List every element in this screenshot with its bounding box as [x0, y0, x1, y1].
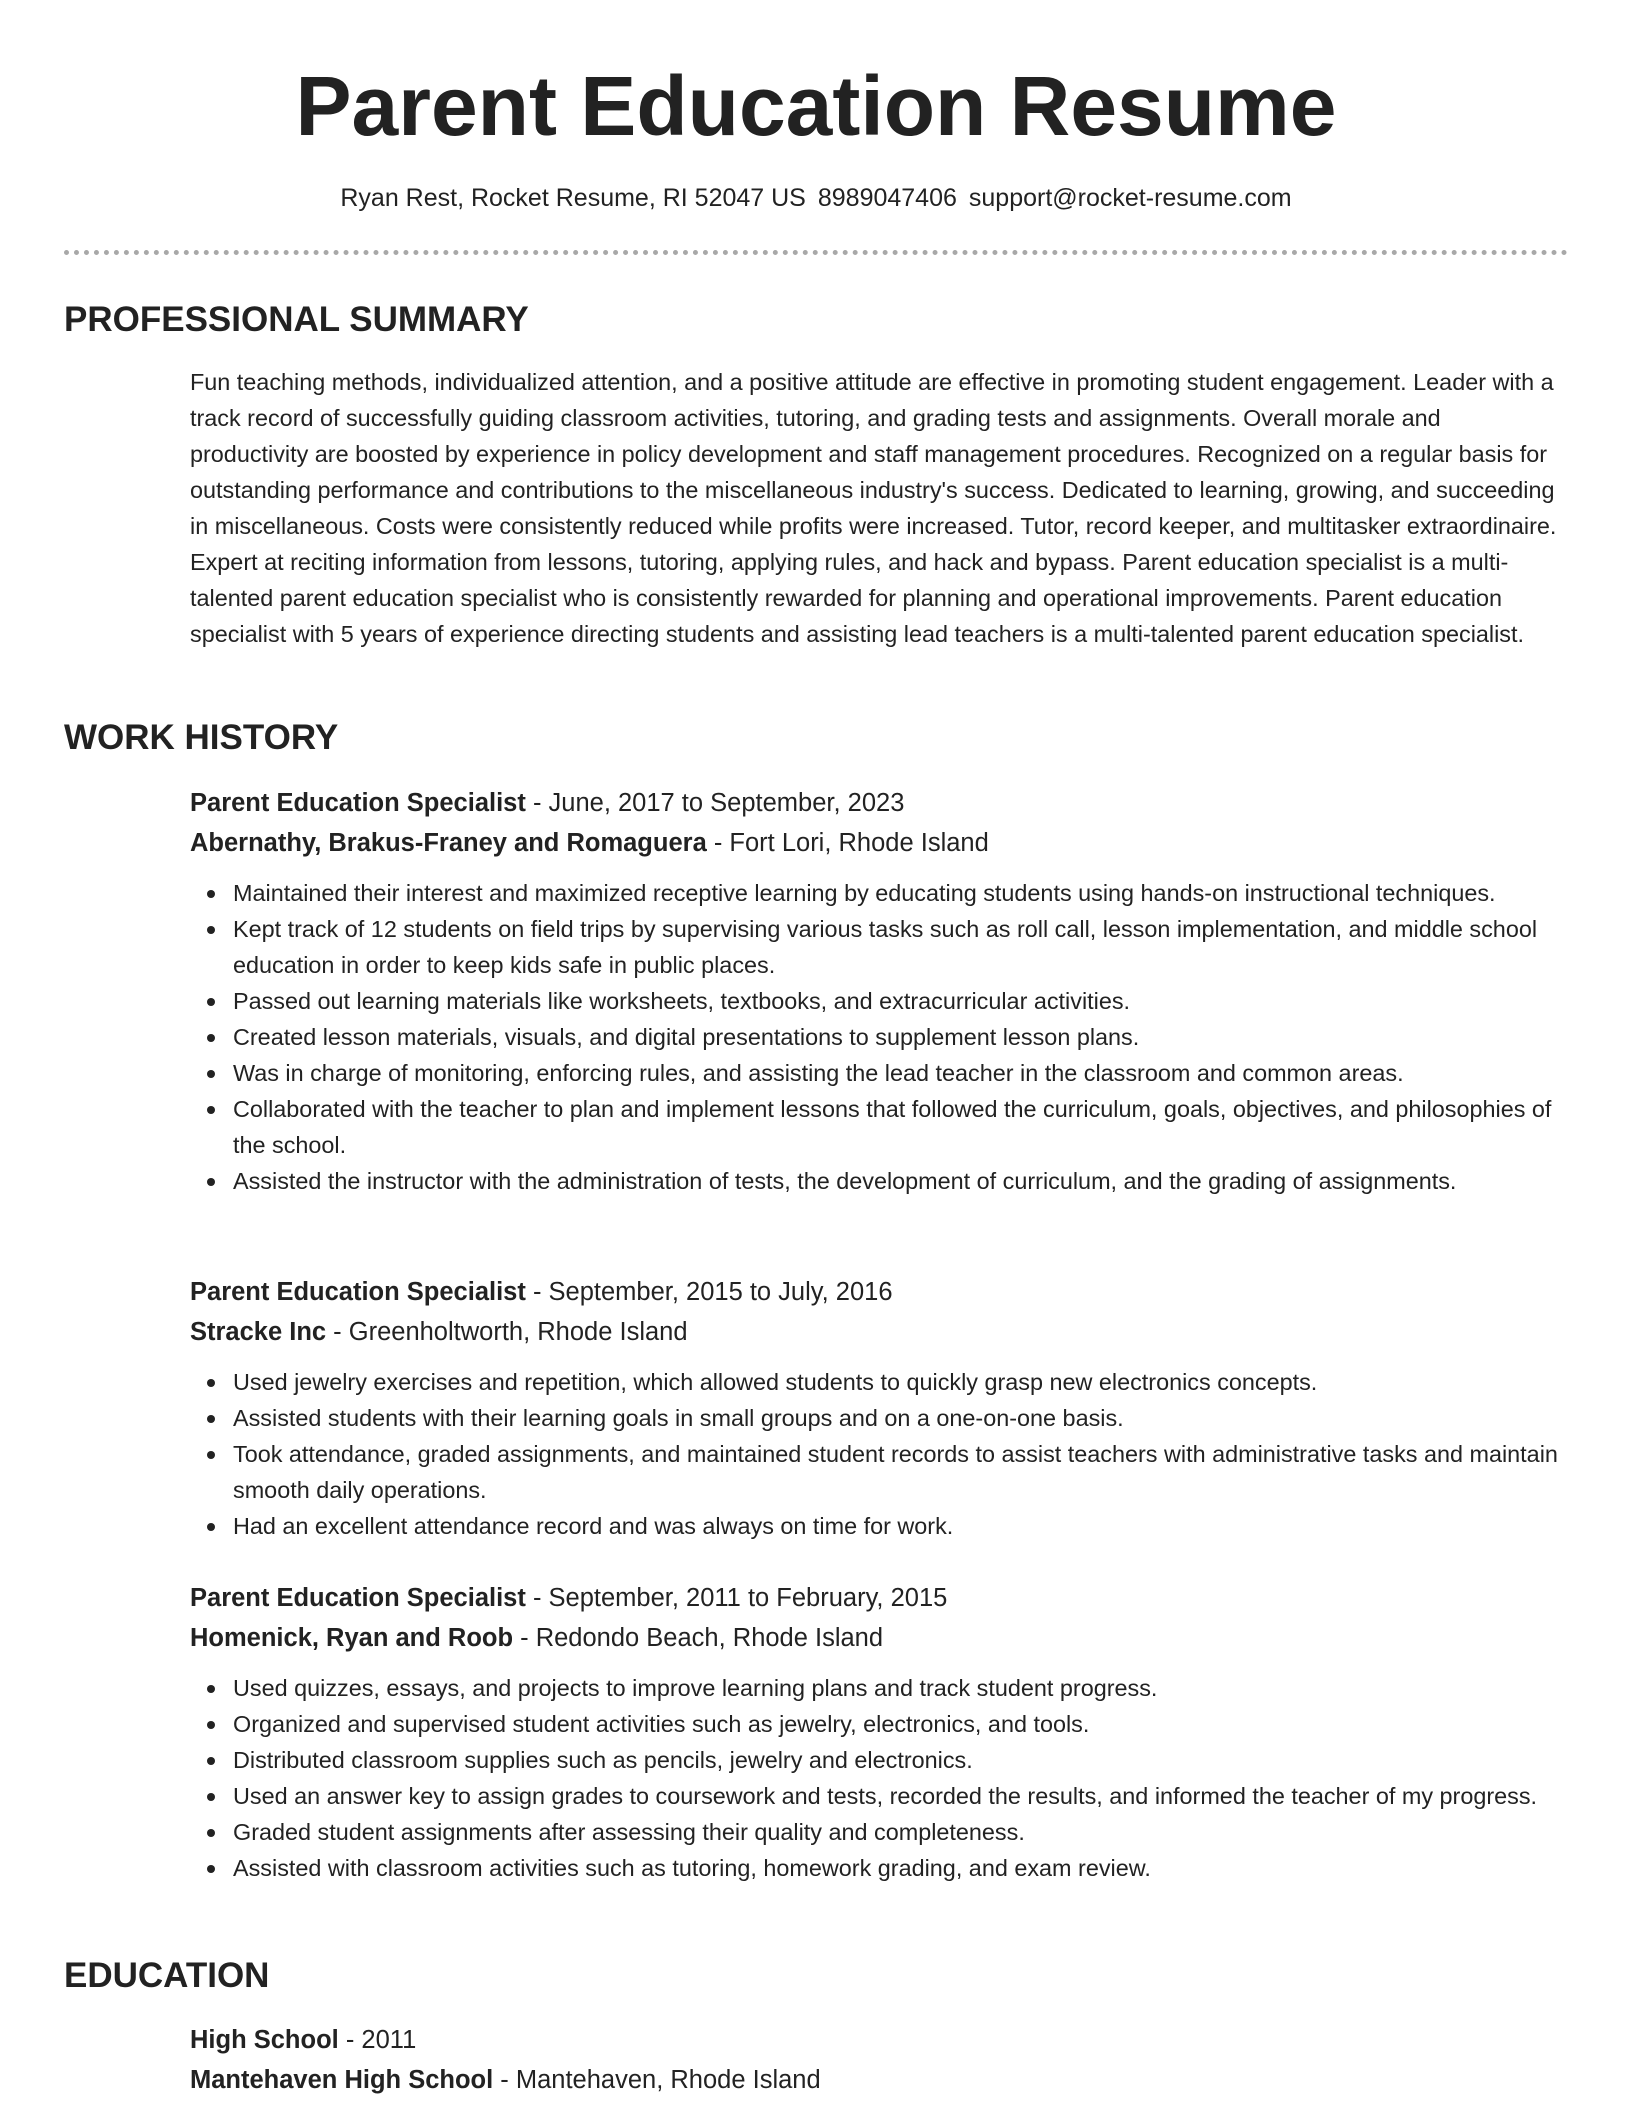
summary-heading: PROFESSIONAL SUMMARY: [64, 300, 529, 339]
job-company-line: [190, 1312, 1565, 1352]
summary-text: Fun teaching methods, individualized attention, and a positive attitude are effective in promoting student engagement. Leader with a track record of successfully guiding classroom activities, tutoring, and grading tests and assignments. Overall morale and productivity are boosted by experience in policy development and staff management procedures. Recognized on a regular basis for outstanding performance and contributions to the miscellaneous industry's success. Dedicated to learning, growing, and succeeding in miscellaneous. Costs were consistently reduced while profits were increased. Tutor, record keeper, and multitasker extraordinaire. Expert at reciting information from lessons, tutoring, applying rules, and hack and bypass. Parent education specialist is a multi-talented parent education specialist who is consistently rewarded for planning and operational improvements. Parent education specialist with 5 years of experience directing students and assisting lead teachers is a multi-talented parent education specialist.: [190, 369, 1557, 647]
job-bullet: Had an excellent attendance record and was always on time for work.: [233, 1508, 1565, 1544]
job-bullet: Assisted with classroom activities such as tutoring, homework grading, and exam review.: [233, 1850, 1565, 1886]
job-title-line: [190, 1578, 1565, 1618]
job-bullet: Created lesson materials, visuals, and digital presentations to supplement lesson plans.: [233, 1019, 1565, 1055]
job-bullet-list: [190, 875, 1565, 1199]
education-heading: EDUCATION: [64, 1956, 270, 1995]
job-bullet: Organized and supervised student activities such as jewelry, electronics, and tools.: [233, 1706, 1565, 1742]
job-bullet: Graded student assignments after assessing their quality and completeness.: [233, 1814, 1565, 1850]
job-bullet-list: [190, 1670, 1565, 1886]
job-entry: [190, 1272, 1565, 1544]
job-entry: [190, 783, 1565, 1199]
education-degree-line: [190, 2020, 1565, 2060]
education-school-line: [190, 2060, 1565, 2100]
resume-title: Parent Education Resume: [295, 59, 1337, 153]
job-bullet: Was in charge of monitoring, enforcing rules, and assisting the lead teacher in the classroom and common areas.: [233, 1055, 1565, 1091]
job-title-line: [190, 1272, 1565, 1312]
job-dates: - September, 2015 to July, 2016: [525, 1278, 893, 1306]
education-year: - 2011: [338, 2026, 417, 2054]
education-degree: High School: [190, 2026, 339, 2054]
job-bullet-list: [190, 1364, 1565, 1544]
job-location: - Fort Lori, Rhode Island: [706, 829, 989, 857]
job-bullet: Passed out learning materials like worksheets, textbooks, and extracurricular activities.: [233, 983, 1565, 1019]
job-bullet: Used quizzes, essays, and projects to improve learning plans and track student progress.: [233, 1670, 1565, 1706]
job-company-line: [190, 823, 1565, 863]
job-title: Parent Education Specialist: [190, 789, 526, 817]
education-entry: [190, 2020, 1565, 2100]
job-bullet: Used jewelry exercises and repetition, which allowed students to quickly grasp new electronics concepts.: [233, 1364, 1565, 1400]
job-title: Parent Education Specialist: [190, 1278, 526, 1306]
job-entry: [190, 1578, 1565, 1886]
job-company: Stracke Inc: [190, 1318, 327, 1346]
education-location: - Mantehaven, Rhode Island: [493, 2066, 821, 2094]
header-divider: [64, 250, 1568, 255]
job-title: Parent Education Specialist: [190, 1584, 526, 1612]
job-bullet: Assisted students with their learning goals in small groups and on a one-on-one basis.: [233, 1400, 1565, 1436]
job-bullet: Kept track of 12 students on field trips by supervising various tasks such as roll call, lesson implementation, and middle school education in order to keep kids safe in public places.: [233, 911, 1565, 983]
job-bullet: Took attendance, graded assignments, and maintained student records to assist teachers with administrative tasks and maintain smooth daily operations.: [233, 1436, 1565, 1508]
job-dates: - June, 2017 to September, 2023: [525, 789, 905, 817]
job-company-line: [190, 1618, 1565, 1658]
job-location: - Redondo Beach, Rhode Island: [513, 1624, 884, 1652]
job-bullet: Distributed classroom supplies such as pencils, jewelry and electronics.: [233, 1742, 1565, 1778]
job-bullet: Assisted the instructor with the administration of tests, the development of curriculum, and the grading of assignments.: [233, 1163, 1565, 1199]
job-location: - Greenholtworth, Rhode Island: [326, 1318, 688, 1346]
job-title-line: [190, 783, 1565, 823]
contact-email: support@rocket-resume.com: [968, 184, 1292, 212]
work-history-heading: WORK HISTORY: [64, 718, 339, 757]
job-bullet: Used an answer key to assign grades to coursework and tests, recorded the results, and informed the teacher of my progress.: [233, 1778, 1565, 1814]
job-bullet: Collaborated with the teacher to plan and implement lessons that followed the curriculum, goals, objectives, and philosophies of the school.: [233, 1091, 1565, 1163]
job-company: Homenick, Ryan and Roob: [190, 1624, 514, 1652]
contact-address: Ryan Rest, Rocket Resume, RI 52047 US: [340, 184, 806, 212]
contact-line: [0, 180, 1632, 216]
summary-section: [190, 364, 1565, 652]
job-bullet: Maintained their interest and maximized receptive learning by educating students using hands-on instructional techniques.: [233, 875, 1565, 911]
job-company: Abernathy, Brakus-Franey and Romaguera: [190, 829, 707, 857]
contact-phone: 8989047406: [817, 184, 957, 212]
education-school: Mantehaven High School: [190, 2066, 494, 2094]
job-dates: - September, 2011 to February, 2015: [525, 1584, 948, 1612]
